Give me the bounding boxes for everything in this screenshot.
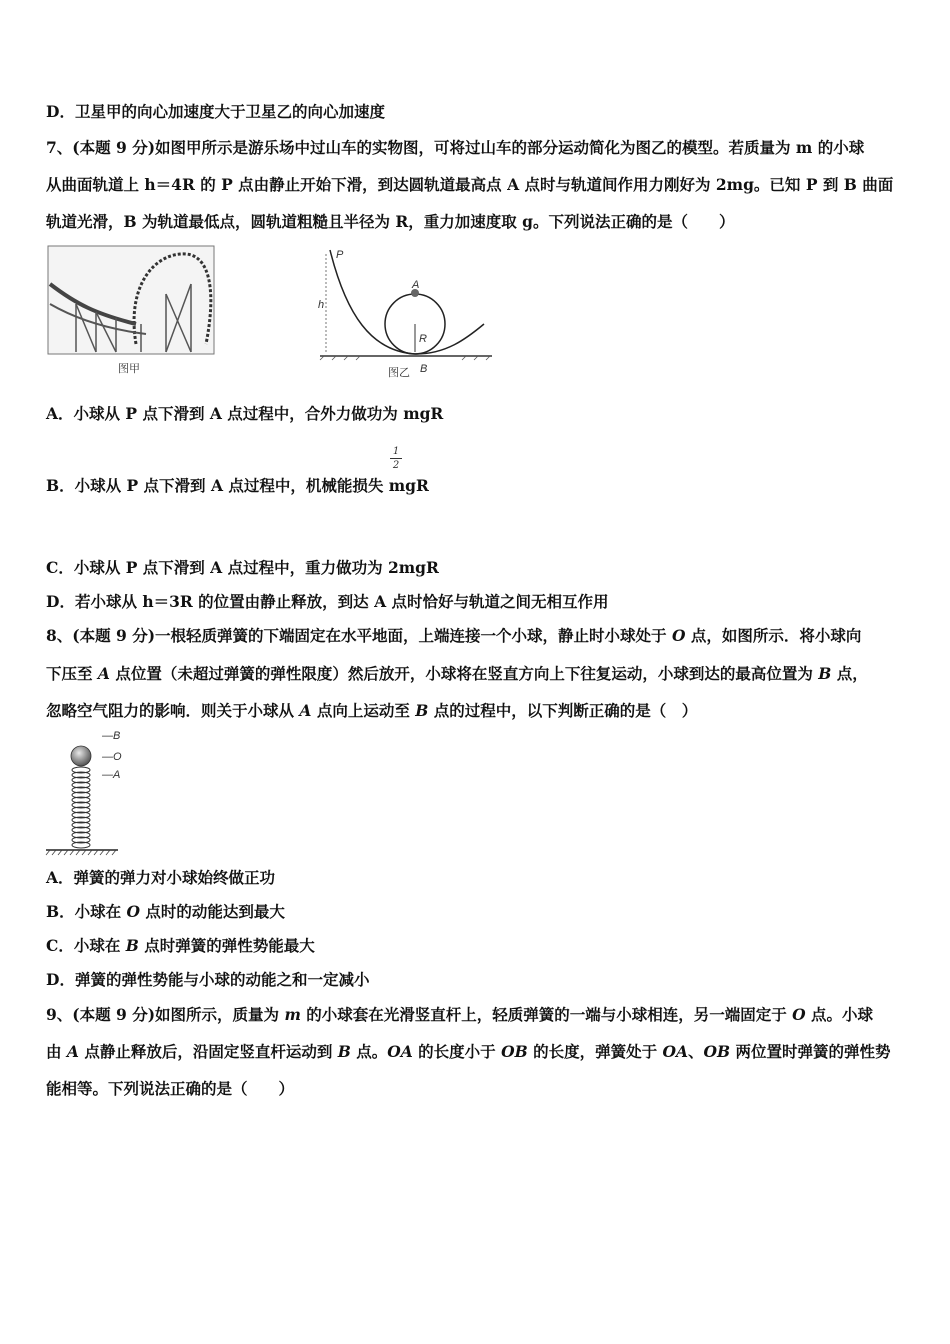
roller-coaster-photo <box>46 244 218 380</box>
q8-optc-b: B <box>125 936 139 955</box>
curved-track <box>330 250 484 354</box>
q8-l2-b: B <box>818 664 832 683</box>
q7-stem-line-3: 轨道光滑，B 为轨道最低点，圆轨道粗糙且半径为 R，重力加速度取 g。下列说法正确的是（ ） <box>46 212 735 231</box>
q8-l3-b: B <box>415 701 429 720</box>
q9-stem-line-2 <box>46 1042 891 1062</box>
q6-option-d: D．卫星甲的向心加速度大于卫星乙的向心加速度 <box>46 102 385 121</box>
label-h: h <box>318 299 325 311</box>
q8-stem-line-2 <box>46 664 868 684</box>
label-b-level: —B <box>102 730 121 742</box>
label-a-level: —A <box>102 769 121 781</box>
q9-l2-oa: OA <box>387 1042 413 1061</box>
q7-option-b <box>46 476 429 496</box>
q8-l3-post: 点的过程中，以下判断正确的是（ ） <box>428 701 698 720</box>
label-b: B <box>420 363 428 375</box>
spring-ball-diagram <box>44 730 174 858</box>
q7-option-b-text: B．小球从 P 点下滑到 A 点过程中，机械能损失 <box>46 476 384 495</box>
q8-l2-a: A <box>97 664 110 683</box>
q7-option-b-fraction <box>390 446 402 471</box>
q8-l3-mid: 点向上运动至 <box>311 701 416 720</box>
q8-stem-line-3 <box>46 701 697 721</box>
q8-l3-pre: 忽略空气阻力的影响．则关于小球从 <box>46 701 300 720</box>
q9-l2-ob: OB <box>501 1042 528 1061</box>
q9-l2-ob2: OB <box>703 1042 731 1061</box>
q7-stem-line-2: 从曲面轨道上 h＝4R 的 P 点由静止开始下滑，到达圆轨道最高点 A 点时与轨道间作用力刚好为 2mg。已知 P 到 B 曲面 <box>46 175 894 194</box>
ball <box>71 746 91 766</box>
q8-option-a: A．弹簧的弹力对小球始终做正功 <box>46 868 276 887</box>
label-o-level: —O <box>102 751 122 763</box>
q8-l1-o: O <box>671 626 686 645</box>
q8-stem-line-1 <box>46 626 861 646</box>
fraction-numerator: 1 <box>392 446 400 457</box>
q9-stem-line-3: 能相等。下列说法正确的是（ ） <box>46 1079 295 1098</box>
fig-left-caption: 图甲 <box>118 363 140 375</box>
label-a: A <box>412 279 420 291</box>
q9-l2-oa2: OA <box>662 1042 689 1061</box>
q9-l2-mid2: 点。 <box>350 1042 388 1061</box>
q9-l1-mid: 的小球套在光滑竖直杆上，轻质弹簧的一端与小球相连，另一端固定于 <box>300 1005 793 1024</box>
q8-l2-post: 点， <box>831 664 868 683</box>
q8-optc-post: 点时弹簧的弹性势能最大 <box>138 936 315 955</box>
q8-l2-pre: 下压至 <box>46 664 98 683</box>
label-p: P <box>336 249 344 261</box>
q9-l2-sep: 、 <box>688 1042 704 1061</box>
q9-l2-a: A <box>66 1042 79 1061</box>
label-r: R <box>419 333 427 345</box>
q7-stem-line-1: 7、(本题 9 分)如图甲所示是游乐场中过山车的实物图，可将过山车的部分运动简化为图乙的模型。若质量为 m 的小球 <box>46 138 865 157</box>
fig-right-caption: 图乙 <box>388 367 410 379</box>
q9-l2-b: B <box>337 1042 351 1061</box>
q9-l2-mid1: 点静止释放后，沿固定竖直杆运动到 <box>78 1042 338 1061</box>
q8-l1-pre: 8、(本题 9 分)一根轻质弹簧的下端固定在水平地面，上端连接一个小球，静止时小球处于 <box>46 626 672 645</box>
q8-optb-pre: B．小球在 <box>46 902 127 921</box>
track-model-diagram <box>316 244 496 380</box>
q7-option-d: D．若小球从 h＝3R 的位置由静止释放，到达 A 点时恰好与轨道之间无相互作用 <box>46 592 609 611</box>
q7-option-b-unit: mgR <box>388 476 429 495</box>
fraction-denominator: 2 <box>392 460 400 471</box>
q9-l1-o: O <box>792 1005 806 1024</box>
q9-l2-mid3: 的长度小于 <box>412 1042 502 1061</box>
q8-l2-mid: 点位置（未超过弹簧的弹性限度）然后放开，小球将在竖直方向上下往复运动，小球到达的最高位置为 <box>109 664 819 683</box>
q8-optc-pre: C．小球在 <box>46 936 126 955</box>
spring-coils <box>72 767 90 848</box>
q9-l2-post: 两位置时弹簧的弹性势 <box>730 1042 891 1061</box>
q8-optb-o: O <box>126 902 141 921</box>
q8-l3-a: A <box>299 701 312 720</box>
q9-l2-mid4: 的长度，弹簧处于 <box>527 1042 663 1061</box>
q8-optb-post: 点时的动能达到最大 <box>140 902 285 921</box>
q8-option-c <box>46 936 315 956</box>
q8-option-d: D．弹簧的弹性势能与小球的动能之和一定减小 <box>46 970 370 989</box>
q8-l1-post: 点，如图所示．将小球向 <box>685 626 862 645</box>
q9-l1-m: m <box>284 1005 301 1024</box>
q8-option-b <box>46 902 285 922</box>
q7-option-a: A．小球从 P 点下滑到 A 点过程中，合外力做功为 mgR <box>46 404 444 423</box>
q9-l2-pre: 由 <box>46 1042 67 1061</box>
q9-stem-line-1 <box>46 1005 873 1025</box>
q9-l1-pre: 9、(本题 9 分)如图所示，质量为 <box>46 1005 285 1024</box>
q9-l1-post: 点。小球 <box>805 1005 874 1024</box>
q7-option-c: C．小球从 P 点下滑到 A 点过程中，重力做功为 2mgR <box>46 558 439 577</box>
